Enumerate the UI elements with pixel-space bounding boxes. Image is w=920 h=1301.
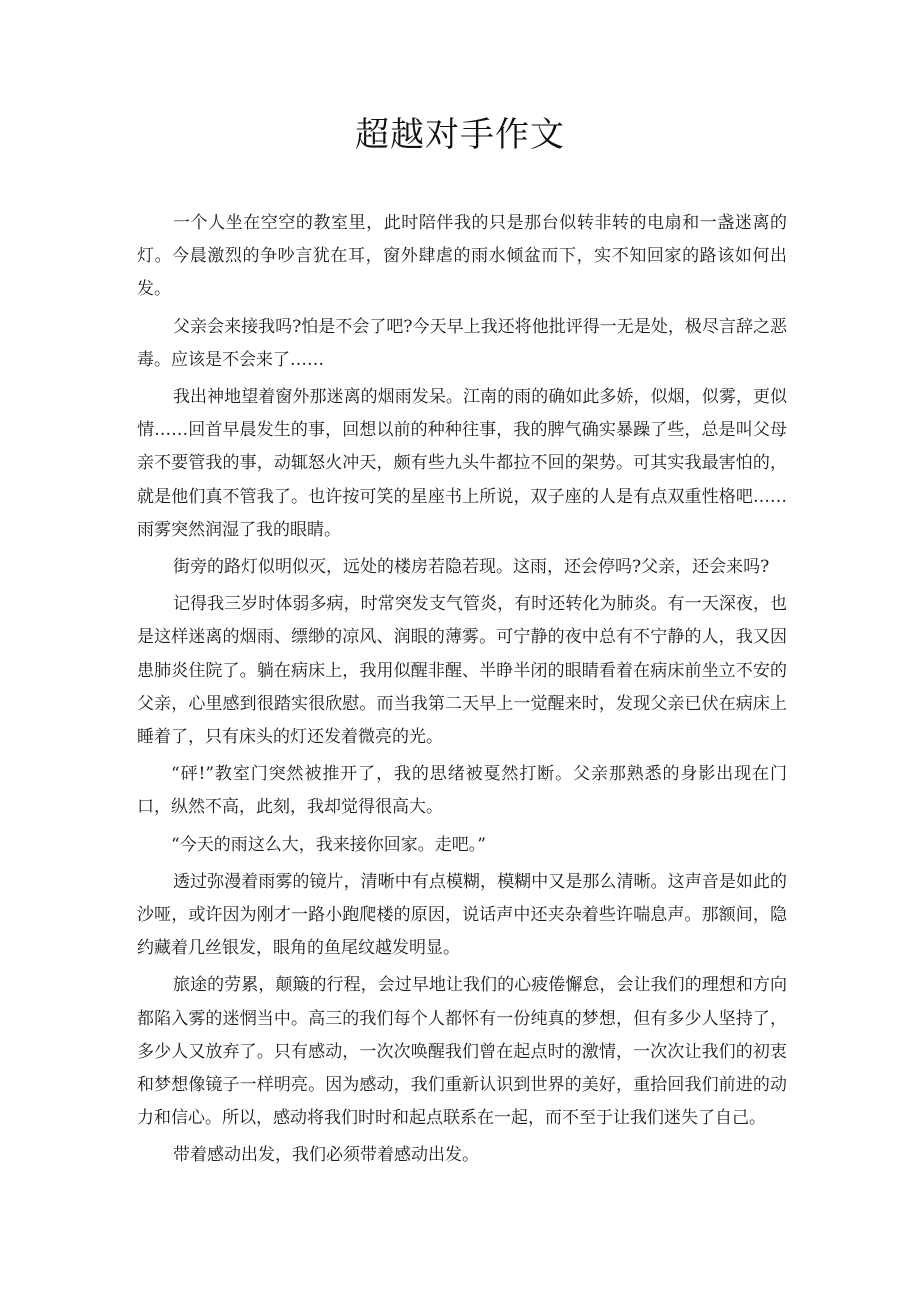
paragraph-5: 记得我三岁时体弱多病，时常突发支气管炎，有时还转化为肺炎。有一天深夜，也是这样迷离的烟雨、缥缈的凉风、润眼的薄雾。可宁静的夜中总有不宁静的人，我又因患肺炎住院了。躺在病床上，我用似醒非醒、半睁半闭的眼睛看着在病床前坐立不安的父亲，心里感到很踏实很欣慰。而当我第二天早上一觉醒来时，发现父亲已伏在病床上睡着了，只有床头的灯还发着微亮的光。 [137,594,787,748]
document-title: 超越对手作文 [355,115,565,155]
paragraph-1: 一个人坐在空空的教室里，此时陪伴我的只是那台似转非转的电扇和一盏迷离的灯。今晨激烈的争吵言犹在耳，窗外肆虐的雨水倾盆而下，实不知回家的路该如何出发。 [137,213,787,300]
paragraph-4: 街旁的路灯似明似灭，远处的楼房若隐若现。这雨，还会停吗?父亲，还会来吗? [173,557,770,578]
paragraph-6: “砰!”教室门突然被推开了，我的思绪被戛然打断。父亲那熟悉的身影出现在门口，纵然不高，此刻，我却觉得很高大。 [137,764,787,818]
paragraph-3: 我出神地望着窗外那迷离的烟雨发呆。江南的雨的确如此多娇，似烟，似雾，更似情……回首早晨发生的事，回想以前的种种往事，我的脾气确实暴躁了些，总是叫父母亲不要管我的事，动辄怒火冲天，颇有些九头牛都拉不回的架势。可其实我最害怕的，就是他们真不管我了。也许按可笑的星座书上所说，双子座的人是有点双重性格吧……雨雾突然润湿了我的眼睛。 [137,387,787,540]
document-body [137,207,787,1177]
paragraph-8: 透过弥漫着雨雾的镜片，清晰中有点模糊，模糊中又是那么清晰。这声音是如此的沙哑，或许因为刚才一路小跑爬楼的原因，说话声中还夹杂着些许喘息声。那额间，隐约藏着几丝银发，眼角的鱼尾纹越发明显。 [137,871,787,959]
paragraph-10: 带着感动出发，我们必须带着感动出发。 [173,1145,479,1166]
paragraph-9: 旅途的劳累，颠簸的行程，会过早地让我们的心疲倦懈怠，会让我们的理想和方向都陷入雾的迷惘当中。高三的我们每个人都怀有一份纯真的梦想，但有多少人坚持了，多少人又放弃了。只有感动，一次次唤醒我们曾在起点时的激情，一次次让我们的初衷和梦想像镜子一样明亮。因为感动，我们重新认识到世界的美好，重拾回我们前进的动力和信心。所以，感动将我们时时和起点联系在一起，而不至于让我们迷失了自己。 [137,975,787,1129]
paragraph-7: “今天的雨这么大，我来接你回家。走吧。” [171,834,486,855]
paragraph-2: 父亲会来接我吗?怕是不会了吧?今天早上我还将他批评得一无是处，极尽言辞之恶毒。应该是不会来了…… [137,316,787,370]
